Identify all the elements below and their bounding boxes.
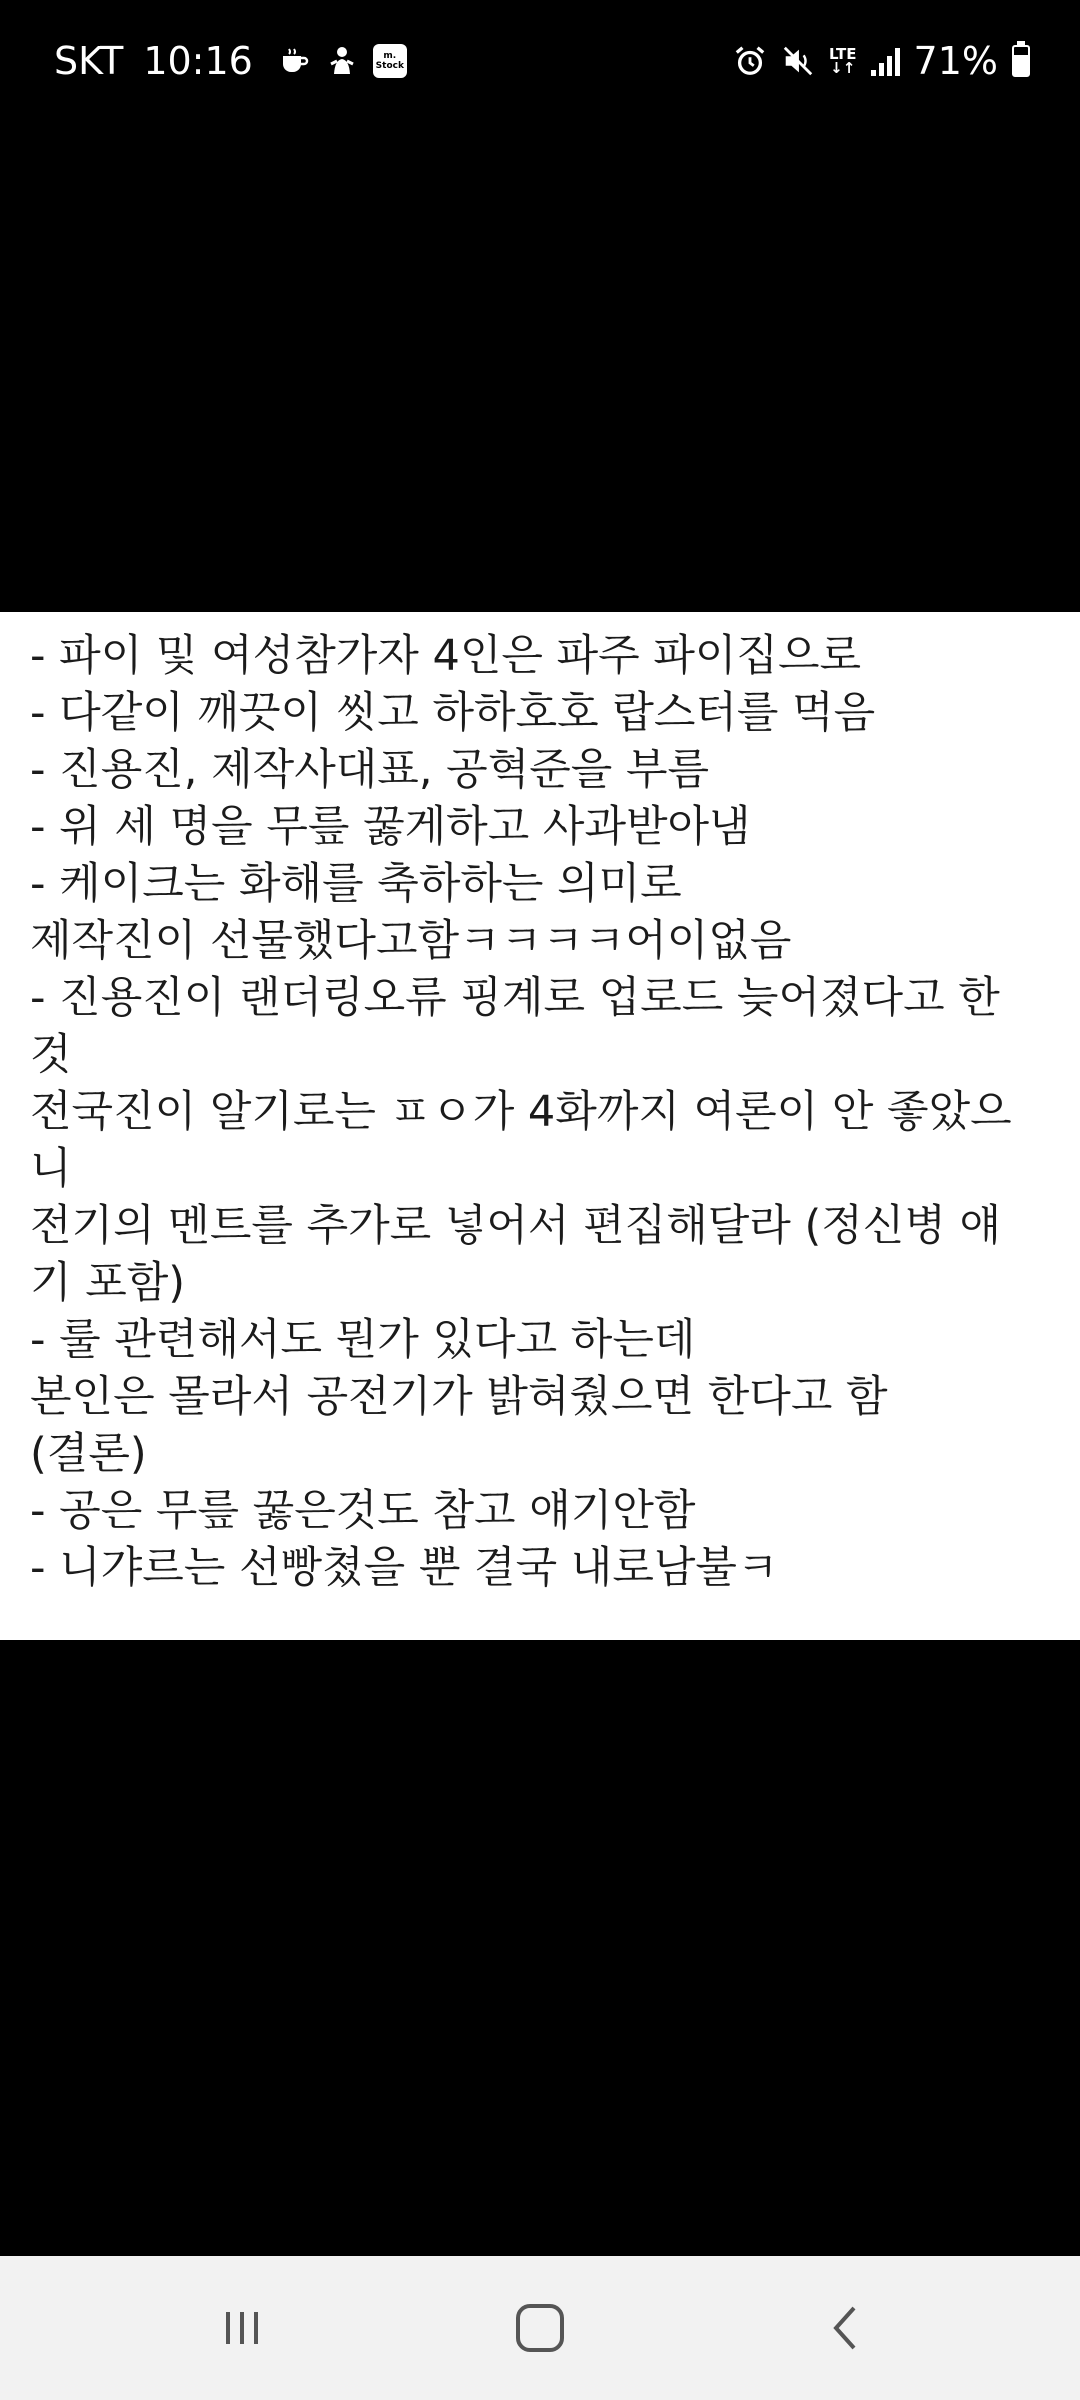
status-right-group [733,36,1030,86]
stock-badge-top: m. [383,51,397,61]
coffee-icon [277,44,311,78]
text-line: - 니갸르는 선빵쳤을 뿐 결국 내로남불ㅋ [30,1543,779,1593]
lte-arrows: ↓↑ [830,59,856,77]
stock-app-icon [373,44,407,78]
stock-badge-bottom: Stock [375,61,404,71]
text-line: - 다같이 깨끗이 씻고 하하호호 랍스터를 먹음 [30,688,876,738]
text-lines [30,628,1060,1597]
text-line: - 파이 및 여성참가자 4인은 파주 파이집으로 [30,631,862,681]
mute-icon [781,44,815,78]
alarm-icon [733,44,767,78]
text-line: - 위 세 명을 무릎 꿇게하고 사과받아냄 [30,802,751,852]
text-line: - 룰 관련해서도 뭔가 있다고 하는데 [30,1315,696,1365]
text-line: - 공은 무릎 꿇은것도 참고 얘기안함 [30,1486,696,1536]
status-left-group [54,36,407,86]
battery-percent: 71% [913,39,998,83]
recents-icon [212,2298,272,2358]
back-icon [816,2298,876,2358]
lte-label: LTE [828,45,857,63]
navigation-bar [0,2256,1080,2400]
text-line: - 진용진이 랜더링오류 핑계로 업로드 늦어졌다고 한 [30,973,1000,1023]
text-line: 것 [30,1030,72,1080]
back-button[interactable] [810,2292,882,2364]
text-line: 전국진이 알기로는 ㅍㅇ가 4화까지 여론이 안 좋았으 [30,1087,1012,1137]
text-line: 전기의 멘트를 추가로 넣어서 편집해달라 (정신병 얘 [30,1201,1002,1251]
clock: 10:16 [143,39,253,83]
lte-icon [829,47,857,75]
signal-icon [871,46,900,76]
battery-fill [1014,55,1028,75]
text-line: - 케이크는 화해를 축하하는 의미로 [30,859,682,909]
home-icon [510,2298,570,2358]
home-button[interactable] [504,2292,576,2364]
text-line: (결론) [30,1429,147,1479]
recents-button[interactable] [206,2292,278,2364]
battery-icon [1012,45,1030,77]
carrier-label: SKT [54,39,124,83]
text-content-panel [0,612,1080,1640]
text-line: 니 [30,1144,72,1194]
status-bar [0,0,1080,120]
text-line: 본인은 몰라서 공전기가 밝혀줬으면 한다고 함 [30,1372,888,1422]
text-line: - 진용진, 제작사대표, 공혁준을 부름 [30,745,710,795]
text-line: 기 포함) [30,1258,186,1308]
text-line: 제작진이 선물했다고함ㅋㅋㅋㅋ어이없음 [30,916,792,966]
figure-icon [325,44,359,78]
